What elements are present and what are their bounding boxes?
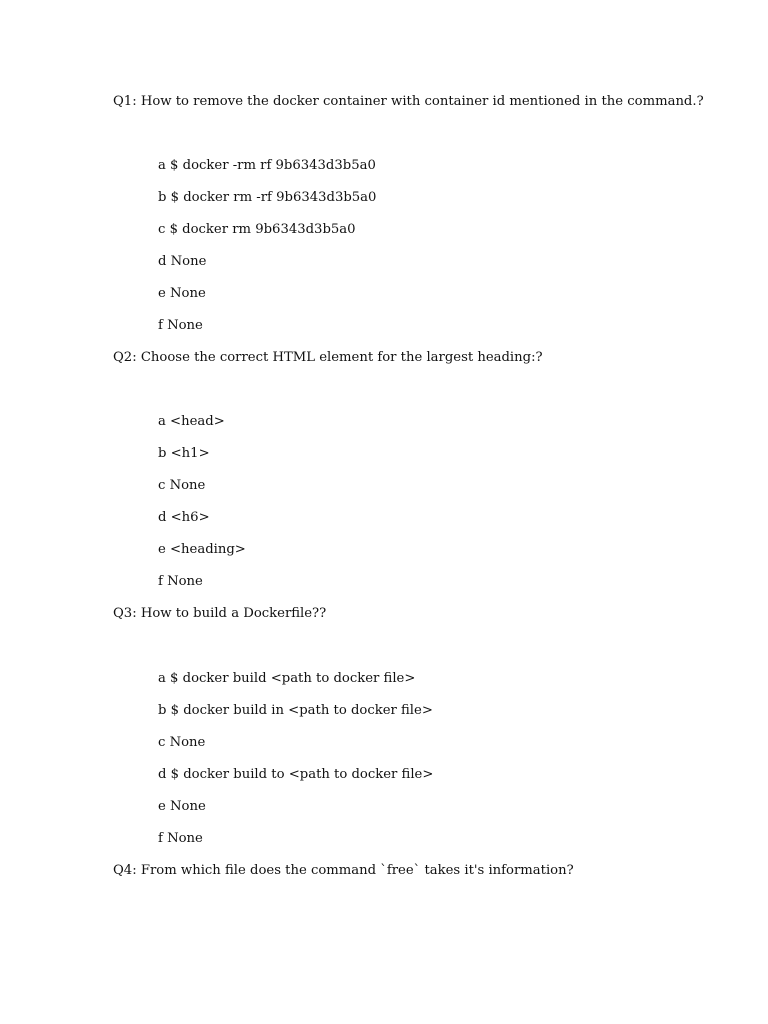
question-2-option-b: b <h1> [158,446,210,461]
question-1-option-f: f None [158,318,203,333]
question-2-option-d: d <h6> [158,510,210,525]
question-3-text: Q3: How to build a Dockerfile?? [113,606,327,621]
question-2-option-f: f None [158,574,203,589]
question-1-option-d: d None [158,254,207,269]
question-3-option-b: b $ docker build in <path to docker file> [158,703,433,718]
question-2-option-e: e <heading> [158,542,246,557]
question-4-text: Q4: From which file does the command `free` takes it's information? [113,863,574,878]
question-3-option-f: f None [158,831,203,846]
question-2-option-a: a <head> [158,414,225,429]
question-1-option-a: a $ docker -rm rf 9b6343d3b5a0 [158,158,376,173]
question-1-text: Q1: How to remove the docker container with container id mentioned in the command.? [113,94,704,109]
question-3-option-d: d $ docker build to <path to docker file> [158,767,434,782]
question-3-option-a: a $ docker build <path to docker file> [158,671,416,686]
question-1-option-b: b $ docker rm -rf 9b6343d3b5a0 [158,190,377,205]
question-3-option-c: c None [158,735,206,750]
question-1-option-e: e None [158,286,206,301]
question-3-option-e: e None [158,799,206,814]
question-2-option-c: c None [158,478,206,493]
question-1-option-c: c $ docker rm 9b6343d3b5a0 [158,222,356,237]
question-2-text: Q2: Choose the correct HTML element for the largest heading:? [113,350,543,365]
